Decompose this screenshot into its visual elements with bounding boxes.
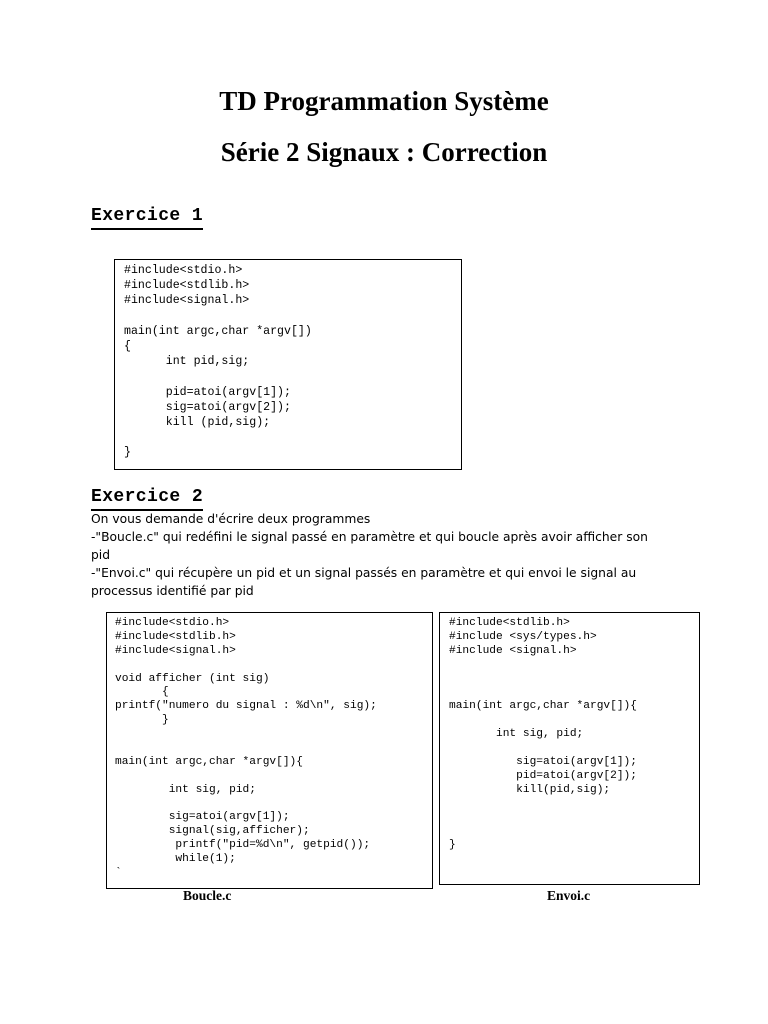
exercise-1-code-box	[114, 259, 462, 470]
instruction-line: -"Boucle.c" qui redéfini le signal passé en paramètre et qui boucle après avoir afficher son	[91, 530, 648, 544]
code-line: sig=atoi(argv[1]);	[115, 811, 290, 824]
code-line: main(int argc,char *argv[]){	[449, 700, 637, 713]
code-line: while(1);	[115, 853, 236, 866]
code-line	[449, 714, 699, 728]
envoi-caption: Envoi.c	[547, 888, 591, 903]
code-line: int sig, pid;	[115, 783, 256, 796]
code-line: {	[115, 686, 169, 699]
exercise-2-heading: Exercice 2	[91, 487, 203, 511]
code-line: #include<stdio.h>	[124, 264, 243, 277]
code-line: main(int argc,char *argv[])	[124, 324, 312, 338]
code-line: {	[124, 339, 131, 353]
boucle-code-box	[106, 612, 433, 889]
code-line: int sig, pid;	[449, 728, 584, 741]
code-line	[124, 369, 461, 384]
code-line: #include<stdlib.h>	[449, 617, 570, 629]
code-line	[449, 798, 699, 812]
code-line: #include<stdio.h>	[115, 617, 230, 629]
code-line	[124, 430, 461, 445]
instruction-line: On vous demande d'écrire deux programmes	[91, 512, 371, 526]
code-line: `	[115, 867, 122, 880]
code-line: #include<stdlib.h>	[115, 630, 236, 643]
envoi-code-box	[439, 612, 700, 885]
code-line: kill(pid,sig);	[449, 783, 611, 796]
code-line: main(int argc,char *argv[]){	[115, 755, 303, 768]
code-line: }	[115, 714, 169, 727]
code-line: void afficher (int sig)	[115, 672, 270, 685]
code-line: }	[124, 446, 131, 460]
exercise-1-heading: Exercice 1	[91, 206, 203, 230]
code-line: pid=atoi(argv[2]);	[449, 769, 637, 782]
code-line	[115, 770, 432, 784]
instruction-line: -"Envoi.c" qui récupère un pid et un signal passés en paramètre et qui envoi le signal au	[91, 566, 637, 580]
code-line: signal(sig,afficher);	[115, 825, 310, 838]
document-title: TD Programmation Système	[219, 86, 549, 116]
code-line: #include <sys/types.h>	[449, 630, 597, 643]
code-line	[124, 309, 461, 324]
instruction-line: processus identifié par pid	[91, 584, 254, 598]
exercise-2-instructions	[91, 510, 681, 600]
code-line	[449, 659, 699, 673]
code-line: printf("pid=%d\n", getpid());	[115, 839, 371, 852]
code-line	[449, 811, 699, 825]
code-line	[449, 686, 699, 700]
document-subtitle: Série 2 Signaux : Correction	[220, 137, 548, 167]
code-line: kill (pid,sig);	[124, 415, 271, 429]
code-line	[115, 728, 432, 742]
boucle-caption: Boucle.c	[183, 888, 232, 903]
code-line: #include <signal.h>	[449, 644, 577, 657]
code-line	[449, 673, 699, 687]
code-line: sig=atoi(argv[1]);	[449, 755, 637, 768]
code-line	[115, 659, 432, 673]
code-line: #include<stdlib.h>	[124, 279, 250, 293]
code-line: printf("numero du signal : %d\n", sig);	[115, 700, 377, 713]
instruction-line: pid	[91, 548, 111, 562]
code-line: sig=atoi(argv[2]);	[124, 400, 291, 414]
code-line: int pid,sig;	[124, 355, 250, 369]
code-line: #include<signal.h>	[124, 294, 250, 308]
code-line	[449, 742, 699, 756]
code-line	[115, 798, 432, 812]
code-line: pid=atoi(argv[1]);	[124, 385, 291, 399]
code-line: }	[449, 839, 456, 852]
code-line: #include<signal.h>	[115, 644, 236, 657]
code-line	[115, 742, 432, 756]
code-line	[449, 825, 699, 839]
